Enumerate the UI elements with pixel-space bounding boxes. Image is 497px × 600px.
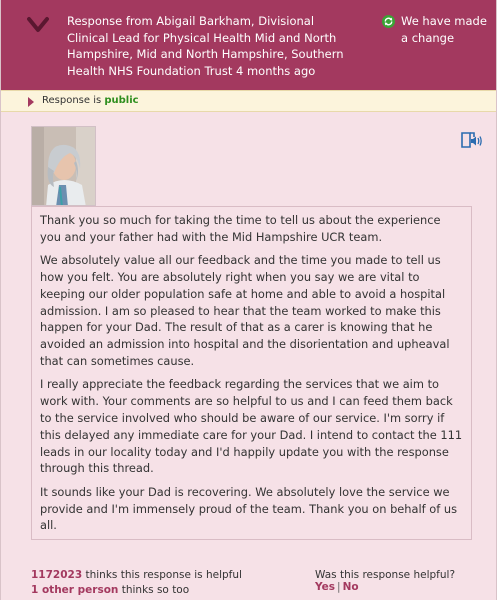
read-aloud-icon[interactable] — [460, 130, 482, 150]
refresh-icon — [382, 15, 395, 28]
response-paragraph: We absolutely value all our feedback and the time you made to tell us how you felt. You are absolutely right when you say we are vital to keeping our older population safe at home and able to avoid a hospital admission. I am so pleased to hear that the team worked to make this happen for your Dad. The result of that as a carer is knowing that he avoided an admission into hospital and the disorientation and upheaval that can sometimes cause. — [40, 253, 450, 368]
response-paragraph: I really appreciate the feedback regarding the services that we aim to work with. Your comments are so helpful to us and I can feed them back to the service involved who should be aware of our service. I'm sorry if this delayed any immediate care for your Dad. I intend to contact the 111 leads in our locality today and I'd happily update you with the response through this thread. — [40, 377, 463, 476]
helpful-question-text: Was this response helpful? — [315, 569, 456, 581]
vote-separator: | — [337, 581, 341, 593]
helpful-suffix: thinks this response is helpful — [82, 569, 242, 581]
helpful-user-link[interactable]: 1172023 — [31, 569, 83, 581]
visibility-text — [42, 91, 139, 111]
response-paragraph: Thank you so much for taking the time to tell us about the experience you and your father had with the Mid Hampshire UCR team. — [40, 213, 441, 244]
visibility-prefix: Response is — [42, 95, 105, 106]
response-author-line: Response from Abigail Barkham, Divisional Clinical Lead for Physical Health Mid and North Hampshire, Mid and North Hampshire, Southern Health NHS Foundation Trust 4 months ago — [67, 14, 344, 78]
response-footer — [1, 562, 496, 600]
visibility-value: public — [104, 95, 139, 106]
change-label: We have made a change — [401, 14, 487, 45]
triangle-right-icon — [28, 97, 34, 107]
others-count — [31, 584, 189, 596]
change-badge — [382, 13, 494, 46]
chevron-down-icon[interactable] — [27, 16, 49, 34]
avatar — [31, 126, 96, 206]
helpful-question — [315, 569, 496, 593]
response-body — [31, 206, 472, 540]
response-paragraph: It sounds like your Dad is recovering. We absolutely love the service we provide and I'm immensely proud of the team. Thank you on behalf of us all. — [40, 484, 458, 533]
others-link[interactable]: 1 other person — [31, 584, 119, 596]
visibility-strip — [1, 90, 496, 112]
vote-no-button[interactable]: No — [342, 581, 359, 593]
response-header — [1, 0, 496, 90]
vote-yes-button[interactable]: Yes — [315, 581, 336, 593]
others-suffix: thinks so too — [118, 584, 190, 596]
helpful-count — [31, 569, 242, 581]
